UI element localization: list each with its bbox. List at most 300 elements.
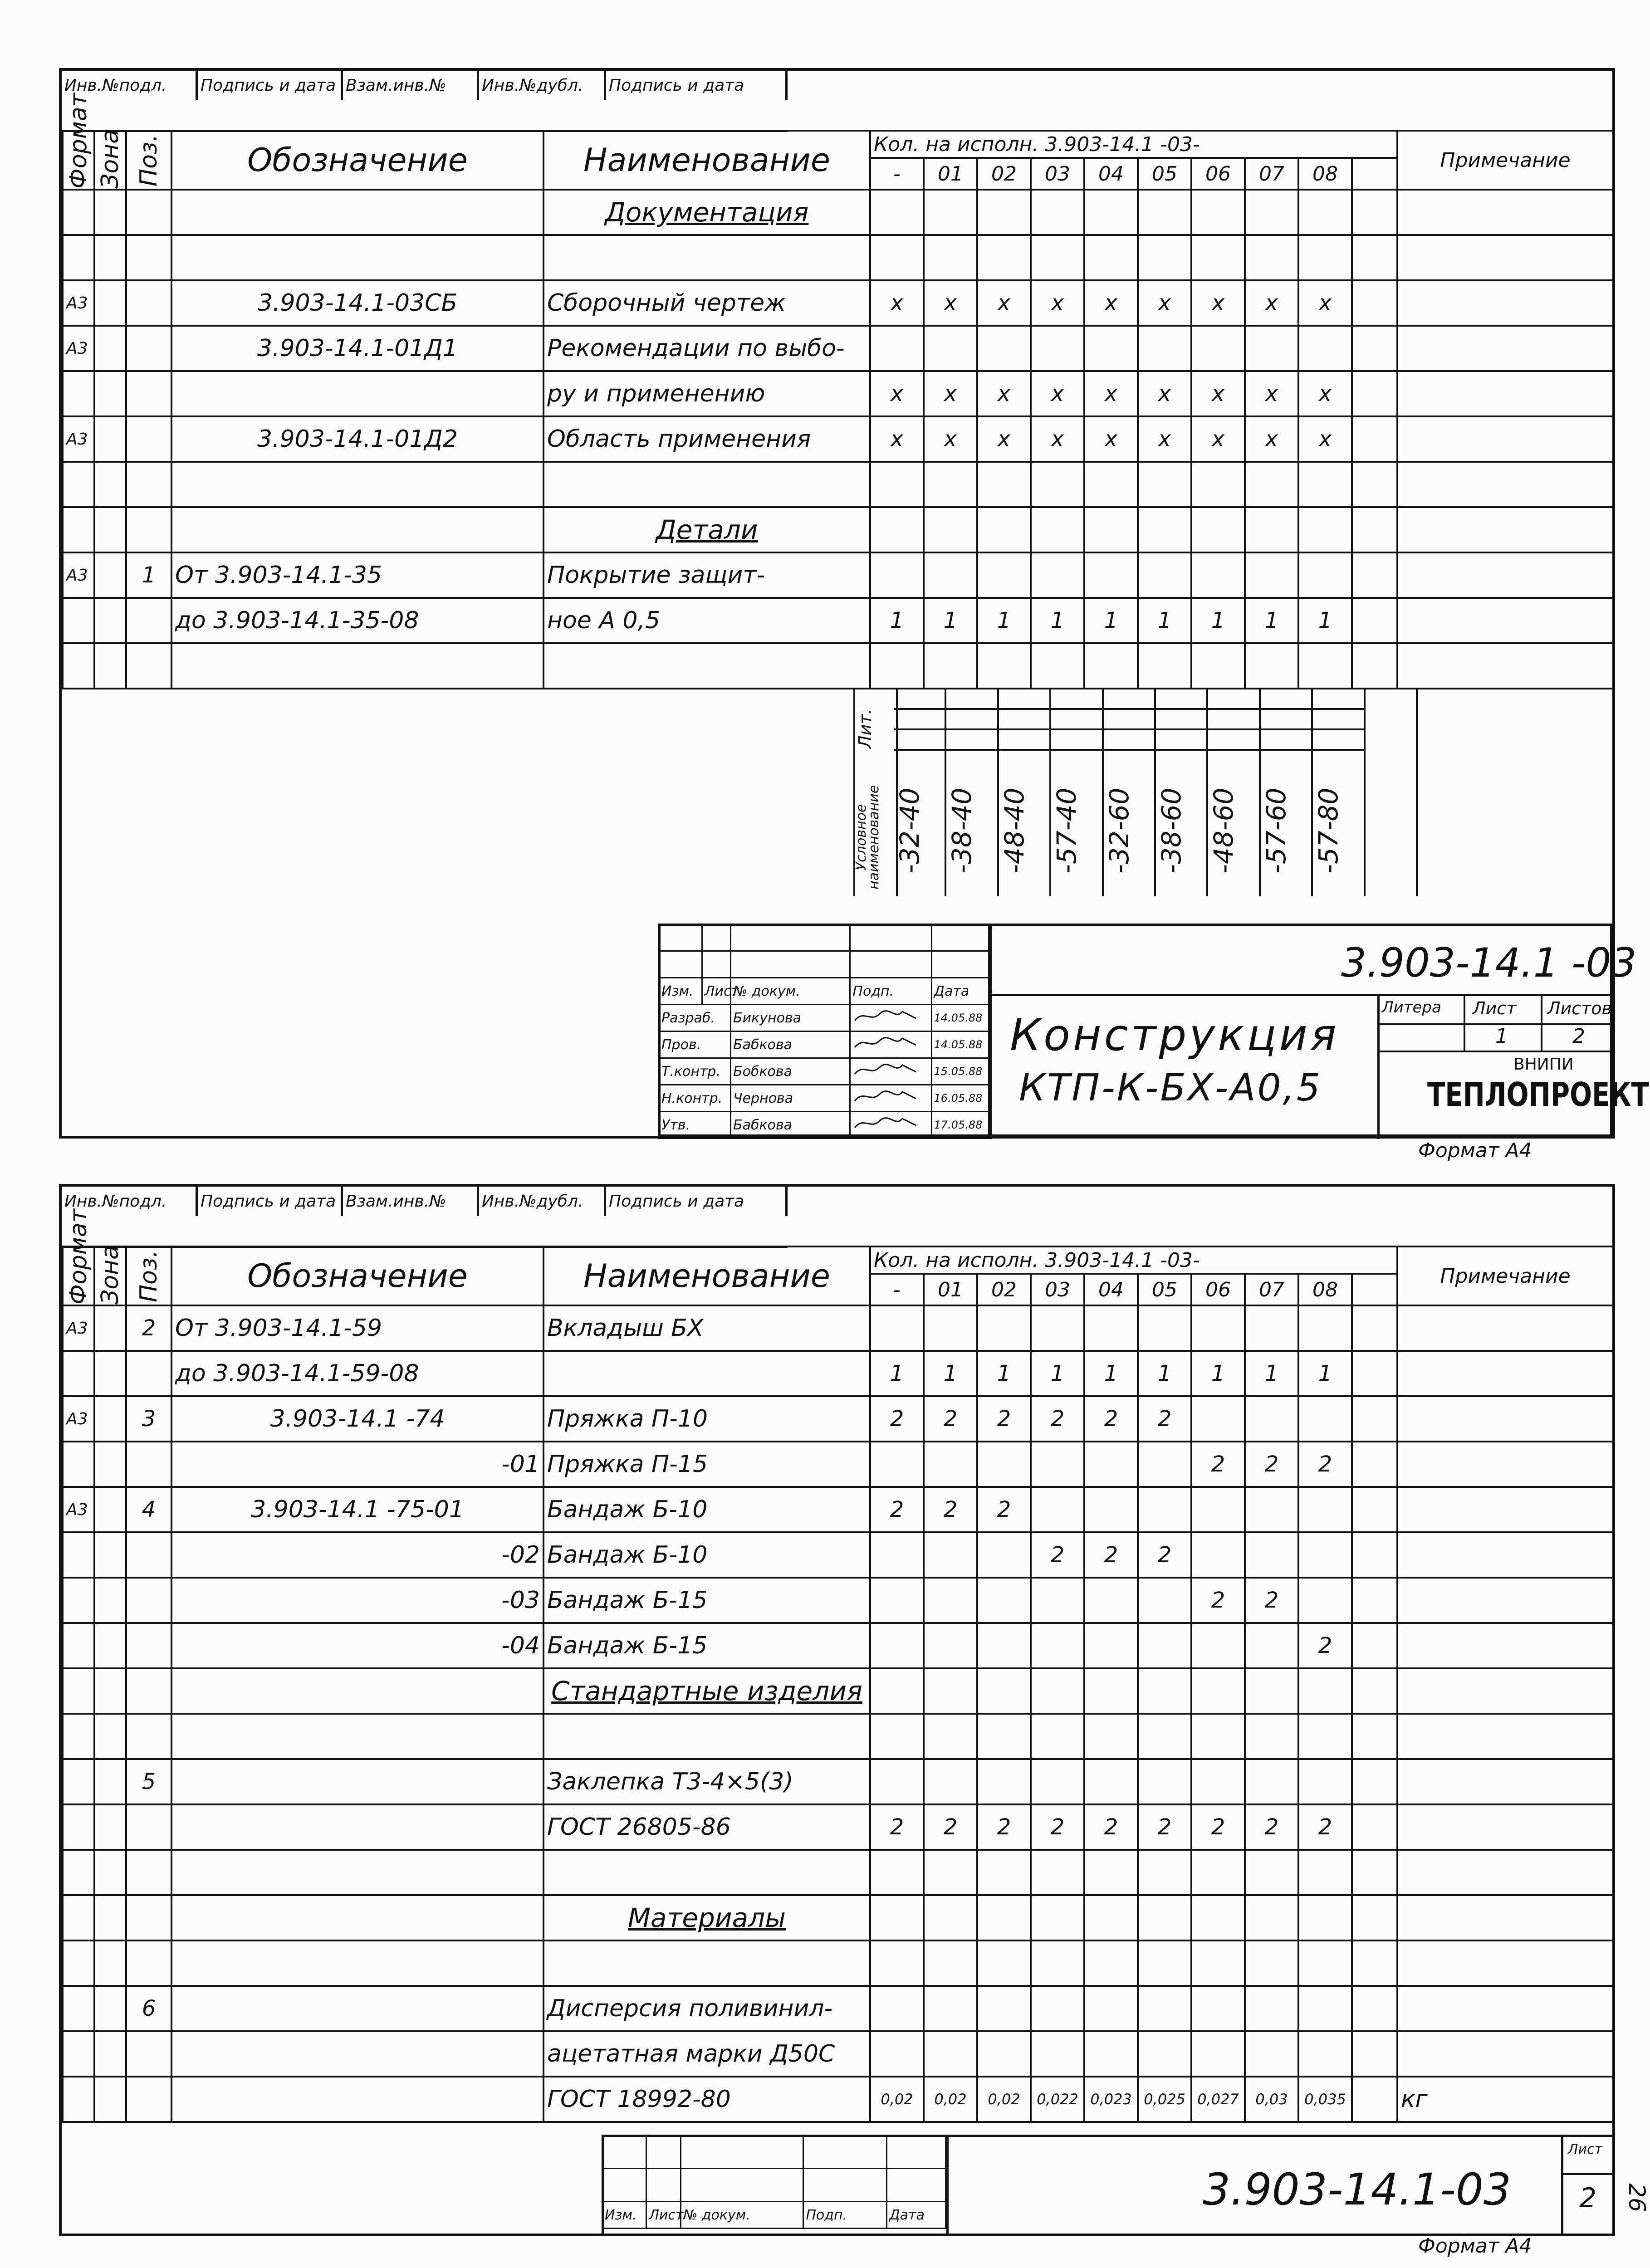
sheet-label-2: Лист [1568,2141,1603,2157]
cell-qty [1245,1305,1298,1351]
cell-qty [1191,552,1245,598]
cell-pos [126,1850,171,1895]
signoff-date: 16.05.88 [931,1085,989,1112]
cell-qty [1352,416,1397,462]
cell-qty [1245,190,1298,235]
cell-qty: 0,03 [1245,2077,1298,2122]
spec-row [63,416,1613,462]
cell-qty [1352,1305,1397,1351]
cell-qty: 1 [977,598,1031,643]
cell-designation [171,190,543,235]
cell-qty [1352,1714,1397,1759]
cell-qty [1245,1714,1298,1759]
cond-name: -38-40 [946,787,978,874]
cell-pos [126,2077,171,2122]
spec-row [63,2077,1613,2122]
cell-qty: 1 [1191,598,1245,643]
cell-zone [94,1487,126,1532]
cell-qty: 1 [1138,598,1191,643]
cell-qty [870,326,924,371]
cell-qty [1298,462,1352,507]
signoff-row [659,1112,989,1139]
cell-qty [1352,1623,1397,1668]
cell-qty: 2 [977,1396,1031,1442]
signoff-role: Т.контр. [659,1058,731,1085]
variant-col-header: 04 [1084,1274,1138,1305]
cell-format: А3 [63,326,94,371]
cell-qty [1084,1487,1138,1532]
cell-qty [1084,1442,1138,1487]
cell-format [63,1623,94,1668]
cell-qty [924,1623,977,1668]
cond-name-col [1156,688,1208,896]
cell-qty [1245,1986,1298,2031]
cell-note [1397,1759,1613,1804]
variant-col-header [1352,158,1397,190]
cell-name [543,1351,870,1396]
cell-zone [94,1532,126,1578]
signoff-date: 17.05.88 [931,1112,989,1139]
cell-qty [977,2031,1031,2077]
cell-qty [1138,235,1191,280]
cell-zone [94,416,126,462]
cell-qty: 1 [924,598,977,643]
cell-qty [1298,1895,1352,1941]
doc-code-1: 3.903-14.1 -03 [1341,939,1637,986]
cell-name: Материалы [543,1895,870,1941]
grid-head-cell: Дата [931,978,989,1005]
hdr-pos: Поз. [126,1246,171,1305]
signoff-name: Чернова [731,1085,850,1112]
cell-qty: х [1138,416,1191,462]
cell-qty: 2 [1031,1532,1084,1578]
cell-qty [1031,1895,1084,1941]
signature-icon [850,1058,931,1085]
cell-pos [126,280,171,326]
cell-qty [1138,1714,1191,1759]
cell-qty: 1 [1245,1351,1298,1396]
cell-qty [924,1895,977,1941]
cell-qty [1191,2031,1245,2077]
cell-note [1397,1442,1613,1487]
cell-format [63,1351,94,1396]
cell-qty: 2 [1298,1804,1352,1850]
variant-col-header: 01 [924,1274,977,1305]
cell-qty [1245,1396,1298,1442]
sheet-label: Лист [1473,998,1517,1018]
format-label-2: Формат А4 [1418,2234,1532,2258]
cell-qty [870,1986,924,2031]
cell-qty [977,1305,1031,1351]
variant-col-header: 07 [1245,158,1298,190]
cell-qty [1031,552,1084,598]
cell-qty [1245,326,1298,371]
cell-name: Пряжка П-15 [543,1442,870,1487]
cell-pos [126,1578,171,1623]
cell-zone [94,1804,126,1850]
cell-qty [977,552,1031,598]
cell-qty [1245,2031,1298,2077]
cell-zone [94,1759,126,1804]
cell-note [1397,1623,1613,1668]
signoff-role: Утв. [659,1112,731,1139]
cell-qty [1352,1804,1397,1850]
cell-note [1397,1305,1613,1351]
stamp-sign-date-2: Подпись и дата [606,71,788,100]
cell-note: кг [1397,2077,1613,2122]
cell-qty: х [1031,371,1084,416]
signoff-row [659,1058,989,1085]
cell-qty [977,235,1031,280]
cell-qty: 2 [1084,1532,1138,1578]
cell-qty [1245,643,1298,689]
cell-note [1397,598,1613,643]
cell-qty: 0,025 [1138,2077,1191,2122]
stamp-sign-date-2: Подпись и дата [606,1187,788,1216]
stamp-inv-dubl: Инв.№дубл. [479,71,606,100]
cell-qty [870,235,924,280]
hdr-qty-title: Кол. на исполн. 3.903-14.1 -03- [870,131,1397,158]
grid-head-cell: Лист [646,2202,681,2229]
cell-note [1397,1396,1613,1442]
cell-format [63,598,94,643]
cell-qty [1352,1895,1397,1941]
spec-row [63,1804,1613,1850]
cell-qty [1084,643,1138,689]
cond-columns [894,688,1418,896]
cell-qty: 1 [1031,598,1084,643]
cell-pos [126,1941,171,1986]
variant-col-header: 08 [1298,1274,1352,1305]
cell-designation: 3.903-14.1 -74 [171,1396,543,1442]
cell-pos: 2 [126,1305,171,1351]
cell-qty [1298,1487,1352,1532]
cell-qty [1352,1941,1397,1986]
cell-qty [1138,326,1191,371]
hdr-zone: Зона [94,131,126,190]
title-line-1: Конструкция [1010,1010,1339,1061]
cell-pos [126,1668,171,1714]
grid-head-cell: Изм. [659,978,702,1005]
cell-qty [977,507,1031,552]
sheet-value: 1 [1495,1025,1508,1048]
cell-name: Стандартные изделия [543,1668,870,1714]
cell-qty [1352,2031,1397,2077]
cell-name [543,1714,870,1759]
cell-qty: х [1245,416,1298,462]
grid-head-cell: № докум. [681,2202,803,2229]
cell-qty: х [1298,416,1352,462]
cell-qty [977,190,1031,235]
cell-name: Бандаж Б-15 [543,1578,870,1623]
cell-zone [94,598,126,643]
spec-row [63,1351,1613,1396]
cell-qty: 1 [1084,1351,1138,1396]
cell-qty [1138,1759,1191,1804]
spec-row [63,598,1613,643]
cell-qty [1031,1442,1084,1487]
cell-qty [1031,190,1084,235]
cell-qty [1298,190,1352,235]
cell-qty [1245,1532,1298,1578]
cell-note [1397,1714,1613,1759]
hdr-pos: Поз. [126,131,171,190]
cell-qty [977,1442,1031,1487]
cell-designation: до 3.903-14.1-59-08 [171,1351,543,1396]
cell-qty [1031,1986,1084,2031]
grid-head-cell: Изм. [602,2202,646,2229]
cell-qty [1138,1895,1191,1941]
cell-format [63,1532,94,1578]
cell-qty [870,1759,924,1804]
cell-name: ное А 0,5 [543,598,870,643]
spec-row [63,1986,1613,2031]
stamp-inv-dubl: Инв.№дубл. [479,1187,606,1216]
cell-format: А3 [63,416,94,462]
spec-row [63,1442,1613,1487]
cell-qty [1084,1986,1138,2031]
spec-row [63,1532,1613,1578]
cell-qty [1191,507,1245,552]
cell-qty [924,1850,977,1895]
cond-name-col [1261,688,1313,896]
cell-name: Дисперсия поливинил- [543,1986,870,2031]
cell-qty [1298,1668,1352,1714]
cell-zone [94,1714,126,1759]
cell-note [1397,643,1613,689]
cell-designation: -01 [171,1442,543,1487]
cell-designation [171,507,543,552]
spec-table-2 [62,1209,1614,2123]
cell-qty: х [870,416,924,462]
cell-format [63,1804,94,1850]
hdr-name: Наименование [543,1246,870,1305]
cell-qty [1352,643,1397,689]
cell-qty [1245,462,1298,507]
cell-note [1397,1487,1613,1532]
spec-table-1 [62,93,1614,689]
cell-note [1397,1804,1613,1850]
cell-qty [1352,1668,1397,1714]
cell-qty: 0,035 [1298,2077,1352,2122]
cell-qty [1191,643,1245,689]
cell-qty [1352,1351,1397,1396]
cell-designation [171,1986,543,2031]
stamp-vzam-inv: Взам.инв.№ [343,1187,479,1216]
cell-qty: х [924,416,977,462]
cell-designation [171,2077,543,2122]
grid-head-cell: Лист [702,978,730,1005]
cell-designation [171,1804,543,1850]
org-name: ТЕПЛОПРОЕКТ [1427,1075,1649,1114]
cell-qty [977,326,1031,371]
cell-note [1397,1895,1613,1941]
spec-row [63,1941,1613,1986]
cell-qty: х [1084,280,1138,326]
cell-qty [1031,1759,1084,1804]
cell-qty: 2 [1138,1804,1191,1850]
title-line-2: КТП-К-БХ-А0,5 [1019,1066,1322,1110]
cell-format [63,1442,94,1487]
cell-zone [94,1305,126,1351]
cell-qty [1298,1578,1352,1623]
cell-qty [1245,1487,1298,1532]
cell-qty [1191,1895,1245,1941]
hdr-designation: Обозначение [171,131,543,190]
cell-name: Бандаж Б-10 [543,1487,870,1532]
cell-qty: х [1031,416,1084,462]
title-block-2 [602,2135,1615,2236]
cell-designation [171,1668,543,1714]
cell-qty: х [1298,371,1352,416]
cell-name: ацетатная марки Д50С [543,2031,870,2077]
cell-qty [1031,1578,1084,1623]
cell-qty [924,1532,977,1578]
cell-qty [1084,1714,1138,1759]
cell-qty [1031,1714,1084,1759]
cond-name-col [894,688,946,896]
cell-qty [977,1714,1031,1759]
cell-qty [977,1941,1031,1986]
cell-qty [1084,326,1138,371]
litera-label: Литера [1382,998,1441,1017]
cell-qty [1245,235,1298,280]
cell-qty: х [1245,371,1298,416]
variant-col-header: 03 [1031,1274,1084,1305]
cell-qty: 1 [1084,598,1138,643]
cell-format [63,1668,94,1714]
sheet-2 [59,1184,1650,2258]
cell-zone [94,1442,126,1487]
signoff-name: Бикунова [731,1005,850,1031]
cell-qty [1031,235,1084,280]
stamp-sign-date: Подпись и дата [198,71,343,100]
cell-qty [924,1442,977,1487]
spec-row [63,1668,1613,1714]
variant-col-header: 04 [1084,158,1138,190]
cell-designation: до 3.903-14.1-35-08 [171,598,543,643]
stamp-inv-podl: Инв.№подл. [62,71,198,100]
cell-qty [1298,1714,1352,1759]
signature-icon [850,1085,931,1112]
cell-qty [1352,1442,1397,1487]
cell-qty: 1 [1031,1351,1084,1396]
cell-note [1397,1668,1613,1714]
cell-qty [1138,1986,1191,2031]
cell-qty: 0,023 [1084,2077,1138,2122]
cell-note [1397,1986,1613,2031]
cell-pos [126,326,171,371]
cell-zone [94,2077,126,2122]
cell-note [1397,1850,1613,1895]
cell-format [63,1578,94,1623]
cell-qty [1084,235,1138,280]
cell-qty [1245,1759,1298,1804]
cell-qty: х [870,280,924,326]
cell-qty [1298,1532,1352,1578]
cell-qty [1298,2031,1352,2077]
cell-qty [924,507,977,552]
cell-qty [1352,507,1397,552]
cell-qty [977,1668,1031,1714]
cell-pos [126,462,171,507]
cell-qty [870,1895,924,1941]
cell-format: А3 [63,1487,94,1532]
cell-qty [1298,1986,1352,2031]
spec-row [63,190,1613,235]
archive-stamp-1 [62,71,788,132]
cell-qty: х [1138,371,1191,416]
cell-designation [171,1714,543,1759]
cell-qty [870,1532,924,1578]
cell-qty: 2 [1245,1578,1298,1623]
cell-pos [126,1351,171,1396]
cell-qty: 2 [924,1396,977,1442]
cell-qty: х [1245,280,1298,326]
cell-format [63,643,94,689]
cell-qty [1352,235,1397,280]
hdr-designation: Обозначение [171,1246,543,1305]
variant-col-header: 01 [924,158,977,190]
cell-qty [1245,1668,1298,1714]
cell-zone [94,552,126,598]
cell-qty [924,1668,977,1714]
stamp-inv-podl: Инв.№подл. [62,1187,198,1216]
cell-qty [1352,1532,1397,1578]
cond-name: -57-40 [1051,787,1082,874]
cell-qty [924,190,977,235]
cond-name-col [1208,688,1260,896]
cell-zone [94,1668,126,1714]
cell-qty: 2 [1191,1804,1245,1850]
cell-name: Пряжка П-10 [543,1396,870,1442]
signoff-name: Бабкова [731,1031,850,1058]
cell-qty [1138,1668,1191,1714]
grid-head-cell: № докум. [731,978,850,1005]
cell-name: Бандаж Б-10 [543,1532,870,1578]
cell-pos: 1 [126,552,171,598]
cell-qty: 2 [1298,1623,1352,1668]
cell-qty [1191,1668,1245,1714]
cell-format [63,1714,94,1759]
cell-qty [1138,1623,1191,1668]
cell-designation [171,462,543,507]
signoff-role: Н.контр. [659,1085,731,1112]
cell-zone [94,190,126,235]
cell-zone [94,643,126,689]
cell-qty [1298,1396,1352,1442]
cell-qty [1191,1396,1245,1442]
cell-format [63,1986,94,2031]
cell-pos [126,2031,171,2077]
cell-qty [924,462,977,507]
cell-qty: 2 [1084,1804,1138,1850]
cell-qty [1031,1668,1084,1714]
cell-note [1397,416,1613,462]
cell-qty [1245,552,1298,598]
cell-pos [126,643,171,689]
cell-note [1397,462,1613,507]
cell-qty [1352,1986,1397,2031]
grid-people [659,1005,989,1139]
cell-name [543,1850,870,1895]
org-small: ВНИПИ [1513,1055,1574,1074]
grid-head-cell: Подп. [850,978,931,1005]
cell-qty [1298,552,1352,598]
signoff-role: Разраб. [659,1005,731,1031]
sheet-value-2: 2 [1579,2182,1597,2214]
cell-qty [1191,326,1245,371]
